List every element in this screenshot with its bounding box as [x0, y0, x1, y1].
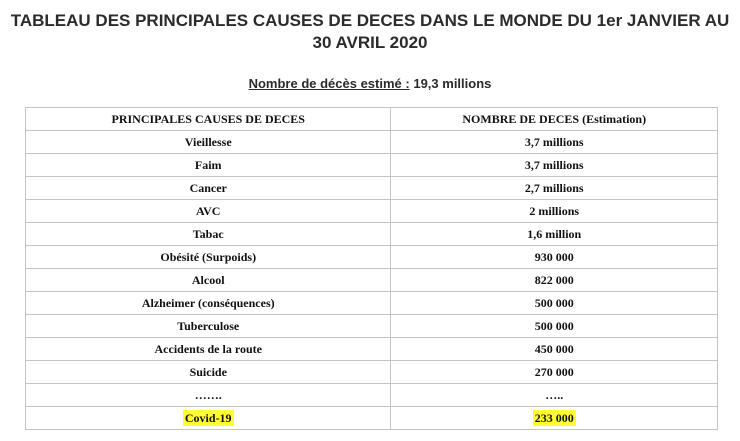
header-cause: PRINCIPALES CAUSES DE DECES [26, 108, 391, 131]
deaths-cell: 3,7 millions [391, 131, 718, 154]
estimate-label: Nombre de décès estimé : [248, 76, 410, 91]
deaths-cell: 500 000 [391, 292, 718, 315]
deaths-cell: 450 000 [391, 338, 718, 361]
causes-table [25, 107, 718, 430]
page-title: TABLEAU DES PRINCIPALES CAUSES DE DECES DANS LE MONDE DU 1er JANVIER AU 30 AVRIL 2020 [10, 11, 730, 52]
cause-cell: Tabac [26, 223, 391, 246]
table-row [26, 315, 718, 338]
cause-cell: Obésité (Surpoids) [26, 246, 391, 269]
cause-cell: Alzheimer (conséquences) [26, 292, 391, 315]
deaths-cell: 822 000 [391, 269, 718, 292]
deaths-cell: 2,7 millions [391, 177, 718, 200]
deaths-cell: ….. [391, 384, 718, 407]
table-row [26, 338, 718, 361]
cause-cell: Vieillesse [26, 131, 391, 154]
header-deaths: NOMBRE DE DECES (Estimation) [391, 108, 718, 131]
highlighted-cause: Covid-19 [184, 410, 232, 425]
table-row [26, 177, 718, 200]
table-row [26, 246, 718, 269]
deaths-cell [391, 407, 718, 430]
deaths-cell: 930 000 [391, 246, 718, 269]
table-row [26, 269, 718, 292]
cause-cell: ……. [26, 384, 391, 407]
table-row-highlighted [26, 407, 718, 430]
cause-cell: Alcool [26, 269, 391, 292]
deaths-cell: 2 millions [391, 200, 718, 223]
table-row [26, 292, 718, 315]
table-header-row [26, 108, 718, 131]
table-row [26, 131, 718, 154]
deaths-cell: 3,7 millions [391, 154, 718, 177]
cause-cell: Suicide [26, 361, 391, 384]
cause-cell: Faim [26, 154, 391, 177]
estimate-value: 19,3 millions [413, 76, 492, 91]
table-row [26, 223, 718, 246]
table-row [26, 361, 718, 384]
table-row [26, 200, 718, 223]
deaths-cell: 1,6 million [391, 223, 718, 246]
table-row [26, 154, 718, 177]
cause-cell: Accidents de la route [26, 338, 391, 361]
highlighted-deaths: 233 000 [534, 410, 574, 425]
table-row [26, 384, 718, 407]
deaths-cell: 270 000 [391, 361, 718, 384]
estimate-line [0, 76, 740, 92]
cause-cell: Tuberculose [26, 315, 391, 338]
deaths-cell: 500 000 [391, 315, 718, 338]
cause-cell [26, 407, 391, 430]
cause-cell: Cancer [26, 177, 391, 200]
cause-cell: AVC [26, 200, 391, 223]
